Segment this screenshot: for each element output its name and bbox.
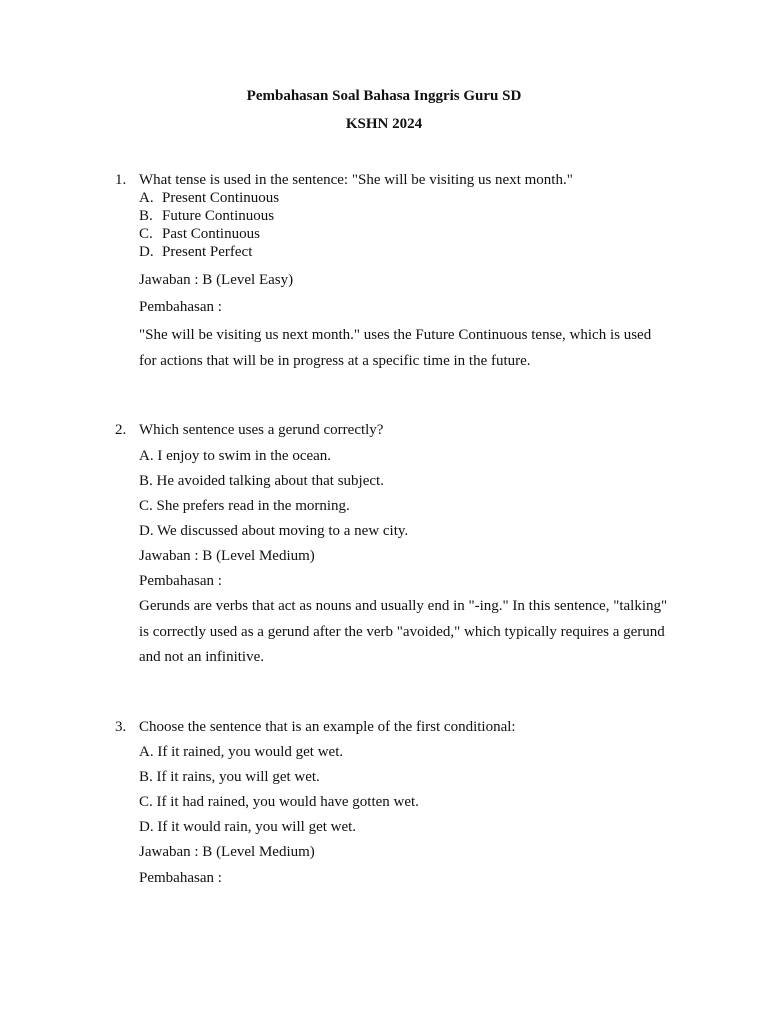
option-d: D. We discussed about moving to a new city. bbox=[139, 523, 409, 539]
option-c: C. If it had rained, you would have gotten wet. bbox=[139, 794, 419, 810]
discussion-line: "She will be visiting us next month." uses the Future Continuous tense, which is used bbox=[139, 327, 652, 343]
discussion-line: and not an infinitive. bbox=[139, 649, 264, 665]
discussion-line: is correctly used as a gerund after the verb "avoided," which typically requires a gerund bbox=[139, 624, 665, 640]
option-a: A. If it rained, you would get wet. bbox=[139, 744, 344, 760]
question-number: 3. bbox=[115, 719, 127, 735]
option-a: A. I enjoy to swim in the ocean. bbox=[139, 448, 332, 464]
option-d: D. If it would rain, you will get wet. bbox=[139, 819, 357, 835]
answer-line: Jawaban : B (Level Easy) bbox=[139, 272, 294, 288]
question-text: Which sentence uses a gerund correctly? bbox=[139, 422, 384, 438]
option-d bbox=[139, 243, 252, 261]
option-text: Present Perfect bbox=[162, 244, 253, 260]
option-letter: D. bbox=[139, 244, 154, 260]
option-letter: B. bbox=[139, 208, 153, 224]
discussion-line: Gerunds are verbs that act as nouns and usually end in "-ing." In this sentence, "talking" bbox=[139, 598, 668, 614]
document-title: Pembahasan Soal Bahasa Inggris Guru SD bbox=[246, 88, 522, 104]
option-b: B. If it rains, you will get wet. bbox=[139, 769, 320, 785]
option-letter: C. bbox=[139, 226, 153, 242]
discussion-label: Pembahasan : bbox=[139, 573, 222, 589]
question-number: 2. bbox=[115, 422, 127, 438]
option-text: Past Continuous bbox=[162, 226, 260, 242]
document-subtitle: KSHN 2024 bbox=[345, 116, 423, 132]
option-text: Present Continuous bbox=[162, 190, 280, 206]
discussion-label: Pembahasan : bbox=[139, 299, 222, 315]
discussion-line: for actions that will be in progress at a specific time in the future. bbox=[139, 353, 531, 369]
question-number: 1. bbox=[115, 172, 127, 188]
discussion-label: Pembahasan : bbox=[139, 870, 222, 886]
option-letter: A. bbox=[139, 190, 154, 206]
option-b bbox=[139, 207, 274, 225]
option-c bbox=[139, 225, 260, 243]
answer-line: Jawaban : B (Level Medium) bbox=[139, 844, 315, 860]
option-b: B. He avoided talking about that subject. bbox=[139, 473, 384, 489]
option-a bbox=[139, 189, 279, 207]
question-text: Choose the sentence that is an example of the first conditional: bbox=[139, 719, 516, 735]
answer-line: Jawaban : B (Level Medium) bbox=[139, 548, 315, 564]
option-c: C. She prefers read in the morning. bbox=[139, 498, 350, 514]
option-text: Future Continuous bbox=[162, 208, 275, 224]
question-text: What tense is used in the sentence: "She will be visiting us next month." bbox=[139, 172, 573, 188]
